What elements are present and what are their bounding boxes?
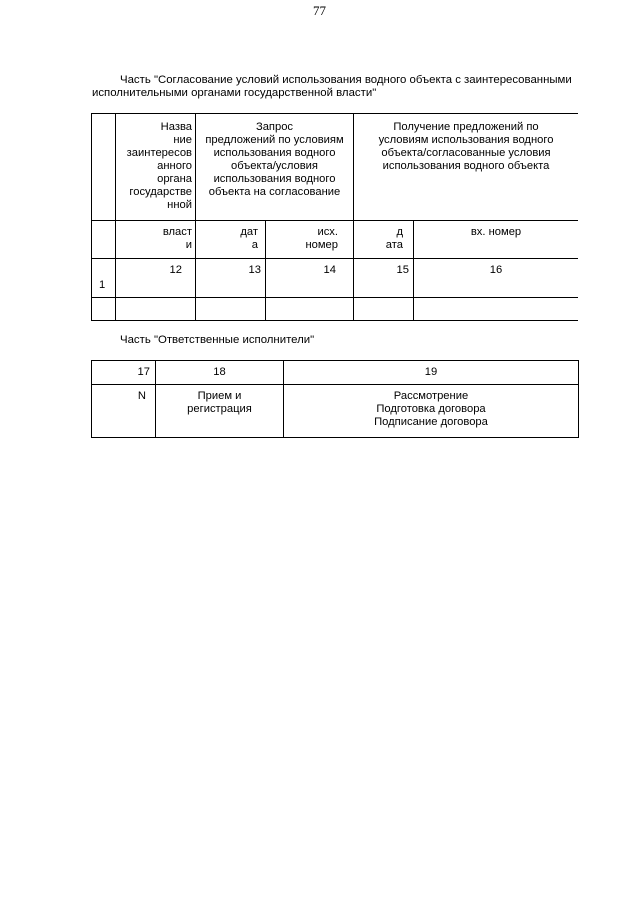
column-number: 19 bbox=[424, 366, 438, 378]
subheader-vlasti: власт и bbox=[162, 226, 192, 251]
column-number: 14 bbox=[323, 264, 336, 276]
table-border-bottom bbox=[91, 320, 578, 321]
table-rule bbox=[91, 258, 578, 259]
table-rule bbox=[91, 297, 578, 298]
section-heading-executors: Часть "Ответственные исполнители" bbox=[120, 334, 315, 346]
table-rule bbox=[91, 220, 578, 221]
executors-table bbox=[91, 360, 579, 438]
column-number: 13 bbox=[248, 264, 261, 276]
subheader-date: д ата bbox=[385, 226, 403, 251]
column-number: 15 bbox=[396, 264, 409, 276]
table-border-top bbox=[91, 113, 578, 114]
table-border-bottom bbox=[91, 437, 579, 438]
table-rule bbox=[91, 384, 579, 385]
column-number: 18 bbox=[213, 366, 226, 378]
column-number: 16 bbox=[489, 264, 503, 276]
table-border-right bbox=[578, 360, 579, 438]
reception-registration: Прием и регистрация bbox=[187, 390, 252, 415]
subheader-incoming-number: вх. номер bbox=[470, 226, 522, 238]
table-border-top bbox=[91, 360, 579, 361]
table-border-left bbox=[91, 113, 92, 321]
column-number: 12 bbox=[169, 264, 182, 276]
section-heading-approval: Часть "Согласование условий использования водного объекта с заинтересованными исполнительными органами государственной власти" bbox=[92, 74, 572, 99]
header-request: Запрос предложений по условиям использования водного объекта/условия использования водного объекта на согласование bbox=[205, 121, 344, 198]
subheader-date: дат а bbox=[240, 226, 258, 251]
column-number: 1 bbox=[99, 279, 106, 291]
subheader-outgoing-number: исх. номер bbox=[305, 226, 338, 251]
page-number: 77 bbox=[313, 3, 326, 18]
row-n: N bbox=[137, 390, 146, 402]
header-receipt: Получение предложений по условиям использования водного объекта/согласованные условия использования водного объекта bbox=[378, 121, 554, 172]
header-organ-name: Назва ние заинтересов анного органа государстве нной bbox=[126, 121, 192, 211]
approval-table bbox=[91, 113, 578, 321]
processing-actions: Рассмотрение Подготовка договора Подписание договора bbox=[374, 390, 488, 428]
column-number: 17 bbox=[137, 366, 150, 378]
